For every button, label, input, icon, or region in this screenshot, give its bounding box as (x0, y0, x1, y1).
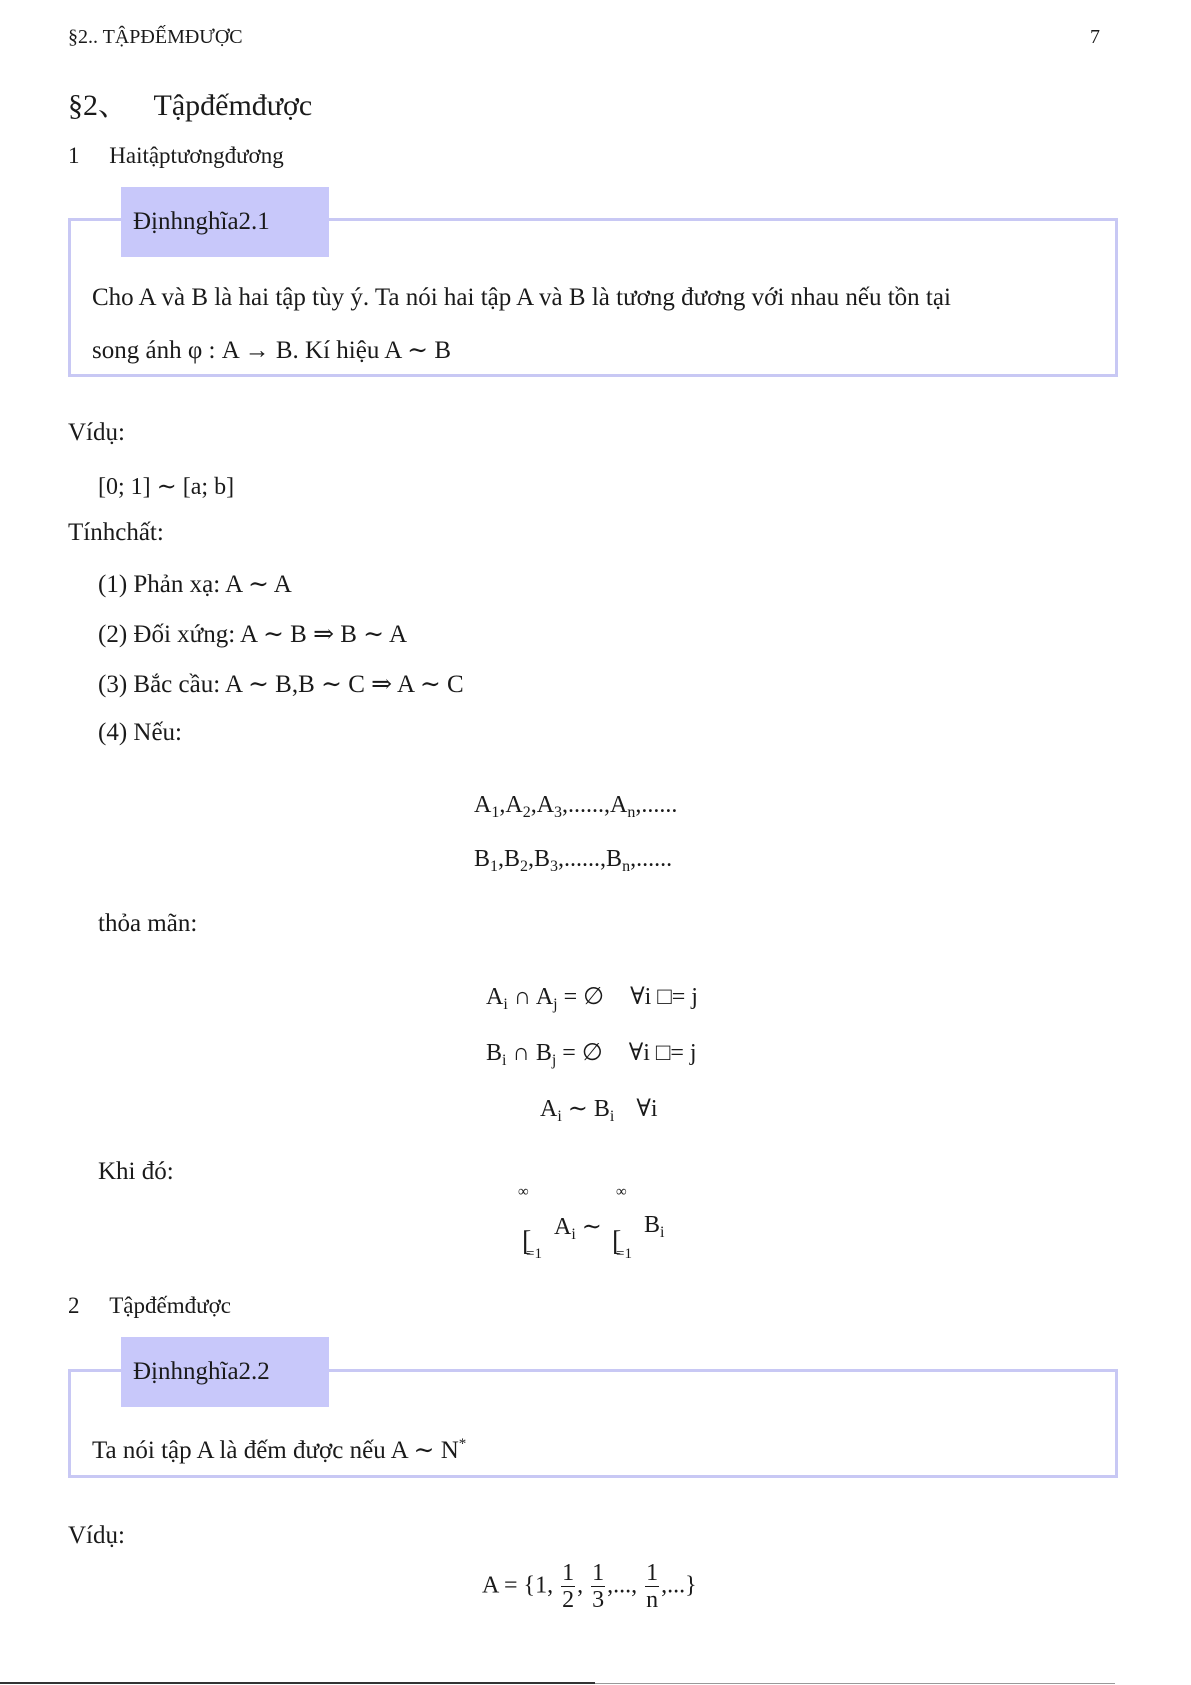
definition-label-1: Địnhnghĩa2.1 (121, 187, 329, 257)
union-a-term: $A_i$ ∼ (554, 1214, 602, 1243)
subsection-1-title: Haitậptươngđương (109, 143, 284, 168)
section-number: §2、 (68, 89, 128, 122)
page-bottom-rule (0, 1682, 595, 1684)
running-header: §2.. TẬPĐẾMĐƯỢC (68, 26, 243, 48)
property-item-3: (3) Bắc cầu: A ∼ B,B ∼ C ⇒ A ∼ C (98, 671, 464, 698)
union-b-lower-limit: =1 (616, 1246, 632, 1262)
then-label: Khi đó: (98, 1158, 174, 1185)
example-2-label: Vídụ: (68, 1522, 125, 1549)
definition-label-2: Địnhnghĩa2.2 (121, 1337, 329, 1407)
union-b-upper-limit: ∞ (616, 1184, 627, 1200)
union-a-lower-limit: =1 (526, 1246, 542, 1262)
union-b-term: $B_i$ (644, 1212, 665, 1241)
satisfy-label: thỏa mãn: (98, 910, 198, 937)
subsection-2-title: Tậpđếmđược (109, 1293, 231, 1318)
subsection-1-number: 1 (68, 143, 80, 168)
definition-1-line-1: Cho A và B là hai tập tùy ý. Ta nói hai tập A và B là tương đương với nhau nếu tồn tại (92, 284, 951, 311)
subsection-1-heading (68, 143, 284, 169)
section-title-text: Tậpđếmđược (153, 89, 313, 122)
example-1-expr: [0; 1] ∼ [a; b] (98, 474, 235, 500)
union-a-symbol: [ (522, 1226, 532, 1257)
sequence-a: $A_1,A_2,A_3,......,A_n$,...... (474, 792, 678, 821)
definition-2-line-1: Ta nói tập A là đếm được nếu A ∼ N* (92, 1436, 467, 1464)
property-item-1: (1) Phản xạ: A ∼ A (98, 571, 292, 598)
subsection-2-heading (68, 1293, 231, 1319)
union-a-upper-limit: ∞ (518, 1184, 529, 1200)
subsection-2-number: 2 (68, 1293, 80, 1318)
properties-label: Tínhchất: (68, 519, 164, 546)
condition-a-disjoint: $A_i$ ∩ $A_j$ = ∅ ∀i □= j (486, 984, 698, 1013)
property-item-2: (2) Đối xứng: A ∼ B ⇒ B ∼ A (98, 621, 408, 648)
definition-1-line-2: song ánh φ : A → B. Kí hiệu A ∼ B (92, 337, 452, 364)
condition-equivalent: $A_i$ ∼ $B_i$ ∀i (540, 1096, 658, 1125)
example-2-expr: A = {1, $\frac{1}{2}$ , $\frac{1}{3}$ ,..., $\frac{1}{n}$ ,...} (482, 1560, 697, 1614)
example-1-label: Vídụ: (68, 419, 125, 446)
sequence-b: $B_1,B_2,B_3,......,B_n$,...... (474, 846, 673, 875)
page-number: 7 (1090, 26, 1100, 48)
union-b-symbol: [ (612, 1226, 622, 1257)
page-bottom-rule-faint (595, 1683, 1115, 1684)
property-item-4: (4) Nếu: (98, 719, 182, 746)
section-title (68, 80, 312, 124)
condition-b-disjoint: $B_i$ ∩ $B_j$ = ∅ ∀i □= j (486, 1040, 697, 1069)
